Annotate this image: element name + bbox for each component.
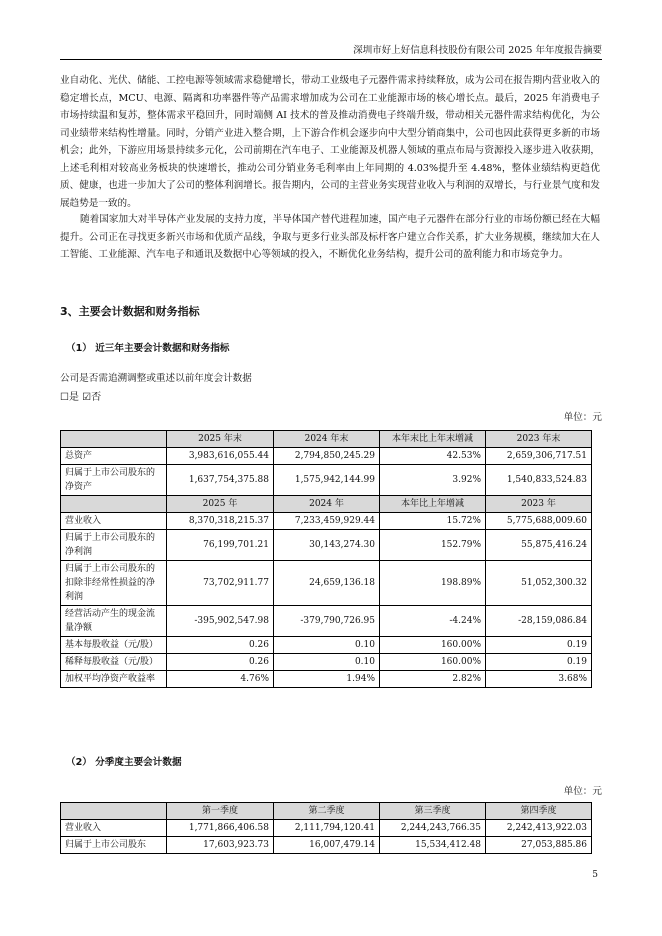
table-cell: 27,053,885.86 [486, 837, 592, 854]
body-paragraph-2: 随着国家加大对半导体产业发展的支持力度，半导体国产替代进程加速，国产电子元器件在部分行业的市场份额已经在大幅提升。公司正在寻找更多新兴市场和优质产品线，争取与更多行业头部及标杆客户建立合作关系，扩大业务规模，继续加大在人工智能、工业能源、汽车电子和通讯及数据中心等领域的投入，不断优化业务结构，提升公司的盈利能力和市场竞争力。 [60, 214, 600, 260]
table-row [61, 606, 592, 637]
table-row [61, 530, 592, 561]
table-row [61, 837, 592, 854]
table-cell: 7,233,459,929.44 [274, 513, 380, 530]
header-cell: 本年末比上年末增减 [380, 431, 486, 448]
table-cell: 160.00% [380, 637, 486, 654]
header-cell [61, 803, 167, 820]
table-cell: 3.92% [380, 465, 486, 496]
row-label: 经营活动产生的现金流量净额 [61, 606, 167, 637]
table-cell: 15,534,412.48 [380, 837, 486, 854]
table-cell: 2,244,243,766.35 [380, 820, 486, 837]
table-cell: 2,659,306,717.51 [486, 448, 592, 465]
header-cell: 2025 年 [167, 496, 274, 513]
table-header-row [61, 496, 592, 513]
table-cell: 2,242,413,922.03 [486, 820, 592, 837]
header-cell: 第二季度 [274, 803, 380, 820]
row-label: 营业收入 [61, 820, 167, 837]
table-cell: 73,702,911.77 [167, 561, 274, 606]
table-header-row [61, 431, 592, 448]
row-label: 营业收入 [61, 513, 167, 530]
header-cell: 本年比上年增减 [380, 496, 486, 513]
header-cell [61, 431, 167, 448]
row-label: 总资产 [61, 448, 167, 465]
header-cell: 2024 年末 [274, 431, 380, 448]
table-cell: 1,771,866,406.58 [167, 820, 274, 837]
table-cell: 0.19 [486, 637, 592, 654]
table-cell: 2.82% [380, 671, 486, 688]
table-cell: 42.53% [380, 448, 486, 465]
table-cell: 2,111,794,120.41 [274, 820, 380, 837]
table-row [61, 561, 592, 606]
key-financial-table [60, 430, 592, 688]
table-cell: 16,007,479.14 [274, 837, 380, 854]
table-cell: 55,875,416.24 [486, 530, 592, 561]
table-cell: 198.89% [380, 561, 486, 606]
subsection-title-1: （1） 近三年主要会计数据和财务指标 [66, 343, 230, 354]
header-cell [61, 496, 167, 513]
table-cell: 0.10 [274, 637, 380, 654]
table-cell: 152.79% [380, 530, 486, 561]
header-cell: 2023 年 [486, 496, 592, 513]
table-cell: 17,603,923.73 [167, 837, 274, 854]
table-cell: 76,199,701.21 [167, 530, 274, 561]
table-cell: 1,540,833,524.83 [486, 465, 592, 496]
table-row [61, 513, 592, 530]
table-cell: 2,794,850,245.29 [274, 448, 380, 465]
header-cell: 第三季度 [380, 803, 486, 820]
table-cell: 30,143,274.30 [274, 530, 380, 561]
table-row [61, 654, 592, 671]
row-label: 归属于上市公司股东的扣除非经常性损益的净利润 [61, 561, 167, 606]
unit-label-2: 单位：元 [563, 786, 602, 797]
page-number: 5 [592, 870, 598, 880]
table-cell: 5,775,688,009.60 [486, 513, 592, 530]
table-cell: 0.26 [167, 637, 274, 654]
row-label: 基本每股收益（元/股） [61, 637, 167, 654]
header-cell: 2025 年末 [167, 431, 274, 448]
subsection-title-2: （2） 分季度主要会计数据 [66, 757, 182, 768]
table-header-row [61, 803, 592, 820]
table-cell: -4.24% [380, 606, 486, 637]
unit-label-1: 单位：元 [563, 412, 602, 423]
restatement-checkboxes: ☐是 ☑否 [60, 392, 102, 403]
table-row [61, 637, 592, 654]
table-cell: 15.72% [380, 513, 486, 530]
section-title: 3、主要会计数据和财务指标 [60, 305, 200, 318]
table-row [61, 465, 592, 496]
table-cell: 0.10 [274, 654, 380, 671]
body-paragraph-1: 业自动化、光伏、储能、工控电源等领域需求稳健增长，带动工业级电子元器件需求持续释放，成为公司在报告期内营业收入的稳定增长点，MCU、电源、隔离和功率器件等产品需求增加成为公司在工业能源市场的核心增长点。最后，2025 年消费电子市场持续温和复苏，整体需求平稳回升，同时端侧 AI 技术的普及推动消费电子终端升级，带动相关元器件需求结构优化，为公司业绩带来结构性增量。同时，分销产业进入整合期，上下游合作机会逐步向中大型分销商集中，公司也因此获得更多新的市场机会；此外，下游应用场景持续多元化，公司前期在汽车电子、工业能源及机器人领域的重点布局与资源投入逐步进入收获期，上述毛利相对较高业务板块的快速增长，推动公司分销业务毛利率由上年同期的 4.03%提升至 4.48%，整体业绩结构更趋优质、健康，也进一步加大了公司的整体利润增长。报告期内，公司的主营业务实现营业收入与利润的双增长，与行业景气度和发展趋势是一致的。 [60, 75, 600, 209]
header-cell: 第四季度 [486, 803, 592, 820]
quarterly-table [60, 802, 592, 854]
header-cell: 第一季度 [167, 803, 274, 820]
table-row [61, 448, 592, 465]
table-cell: -395,902,547.98 [167, 606, 274, 637]
table-cell: 3.68% [486, 671, 592, 688]
row-label: 加权平均净资产收益率 [61, 671, 167, 688]
table-cell: 1.94% [274, 671, 380, 688]
table-cell: 1,637,754,375.88 [167, 465, 274, 496]
row-label: 归属于上市公司股东的净资产 [61, 465, 167, 496]
row-label: 归属于上市公司股东 [61, 837, 167, 854]
table-cell: -28,159,086.84 [486, 606, 592, 637]
table-cell: 0.19 [486, 654, 592, 671]
table-cell: 51,052,300.32 [486, 561, 592, 606]
table-row [61, 671, 592, 688]
restatement-question: 公司是否需追溯调整或重述以前年度会计数据 [60, 373, 252, 384]
table-row [61, 820, 592, 837]
table-cell: 4.76% [167, 671, 274, 688]
header-cell: 2024 年 [274, 496, 380, 513]
table-cell: 3,983,616,055.44 [167, 448, 274, 465]
table-cell: 8,370,318,215.37 [167, 513, 274, 530]
header-cell: 2023 年末 [486, 431, 592, 448]
row-label: 稀释每股收益（元/股） [61, 654, 167, 671]
table-cell: 160.00% [380, 654, 486, 671]
row-label: 归属于上市公司股东的净利润 [61, 530, 167, 561]
table-cell: 0.26 [167, 654, 274, 671]
table-cell: 1,575,942,144.99 [274, 465, 380, 496]
report-header: 深圳市好上好信息科技股份有限公司 2025 年年度报告摘要 [60, 45, 602, 60]
table-cell: 24,659,136.18 [274, 561, 380, 606]
table-cell: -379,790,726.95 [274, 606, 380, 637]
